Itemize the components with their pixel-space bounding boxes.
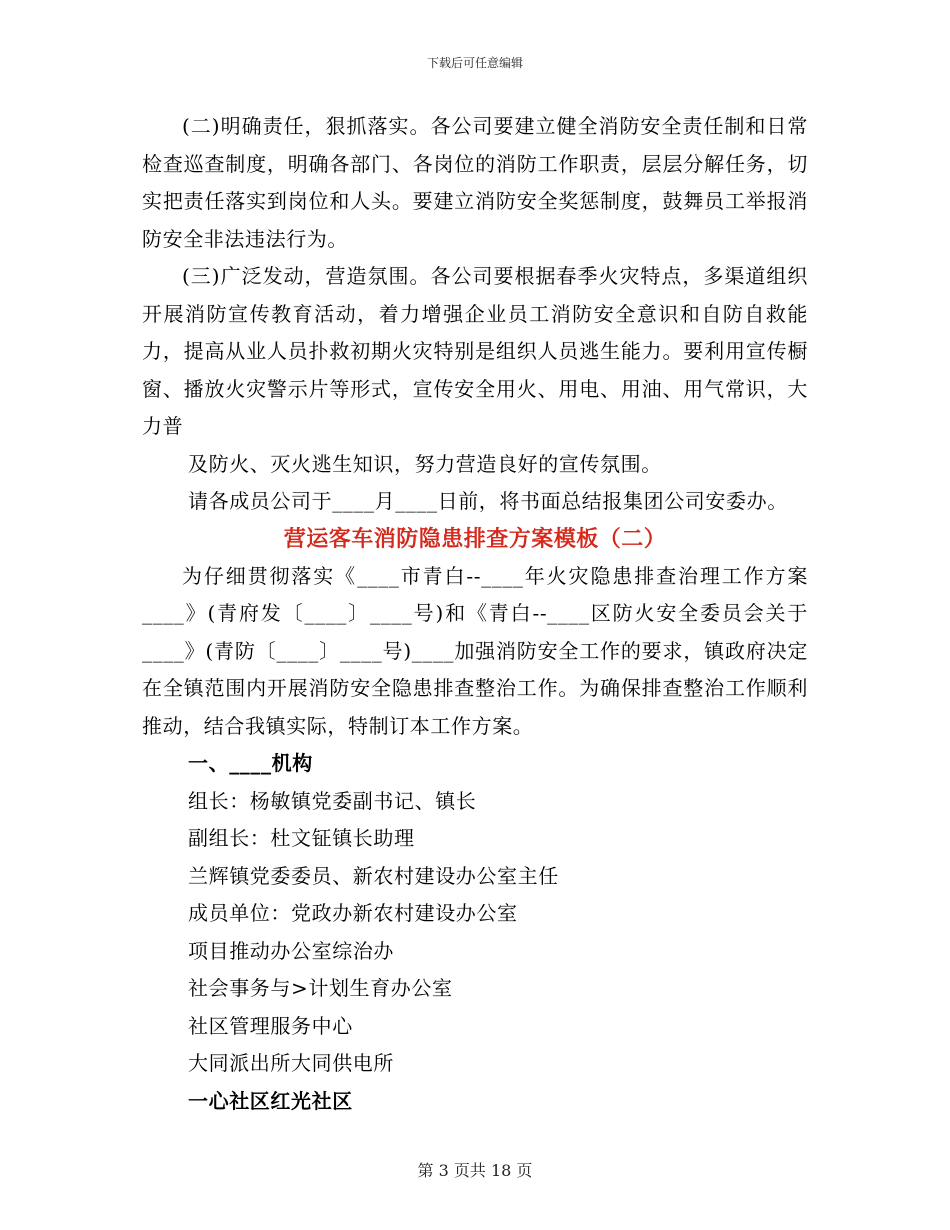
paragraph-mobilize-continued: 及防火、灭火逃生知识，努力营造良好的宣传氛围。 (188, 451, 662, 476)
org-line: 成员单位：党政办新农村建设办公室 (188, 901, 518, 925)
paragraph-intro: 为仔细贯彻落实《____市青白--____年火灾隐患排查治理工作方案____》(青府发〔____〕____号)和《青白--____区防火安全委员会关于____》(青防〔____〕____号)____加强消防安全工作的要求，镇政府决定在全镇范围内开展消防安全隐患排查整治工作。为确保排查整治工作顺利推动，结合我镇实际，特制订本工作方案。 (142, 563, 808, 738)
org-line: 兰辉镇党委委员、新农村建设办公室主任 (188, 863, 559, 888)
page-footer: 第 3 页共 18 页 (417, 1161, 533, 1180)
org-line-community: 一心社区红光社区 (188, 1088, 353, 1113)
org-line: 社区管理服务中心 (188, 1013, 353, 1038)
document-title: 营运客车消防隐患排查方案模板（二） (283, 525, 667, 552)
paragraph-report-deadline: 请各成员公司于____月____日前，将书面总结报集团公司安委办。 (188, 489, 788, 513)
paragraph-mobilize: (三)广泛发动，营造氛围。各公司要根据春季火灾特点，多渠道组织开展消防宣传教育活动，着力增强企业员工消防安全意识和自防自救能力，提高从业人员扑救初期火灾特别是组织人员逃生能力。要利用宣传橱窗、播放火灾警示片等形式，宣传安全用火、用电、用油、用气常识，大力普 (142, 264, 808, 438)
paragraph-responsibility: (二)明确责任，狠抓落实。各公司要建立健全消防安全责任制和日常检查巡查制度，明确各部门、各岗位的消防工作职责，层层分解任务，切实把责任落实到岗位和人头。要建立消防安全奖惩制度，鼓舞员工举报消防安全非法违法行为。 (142, 114, 808, 251)
org-line: 项目推动办公室综治办 (188, 938, 394, 963)
document-body (142, 108, 808, 1120)
org-line: 大同派出所大同供电所 (188, 1051, 394, 1075)
org-line: 组长：杨敏镇党委副书记、镇长 (188, 788, 477, 813)
org-heading: 一、____机构 (188, 751, 313, 775)
org-line: 副组长：杜文钲镇长助理 (188, 826, 415, 850)
page-header: 下载后可任意编辑 (426, 56, 523, 70)
org-line: 社会事务与>计划生育办公室 (188, 976, 453, 1000)
